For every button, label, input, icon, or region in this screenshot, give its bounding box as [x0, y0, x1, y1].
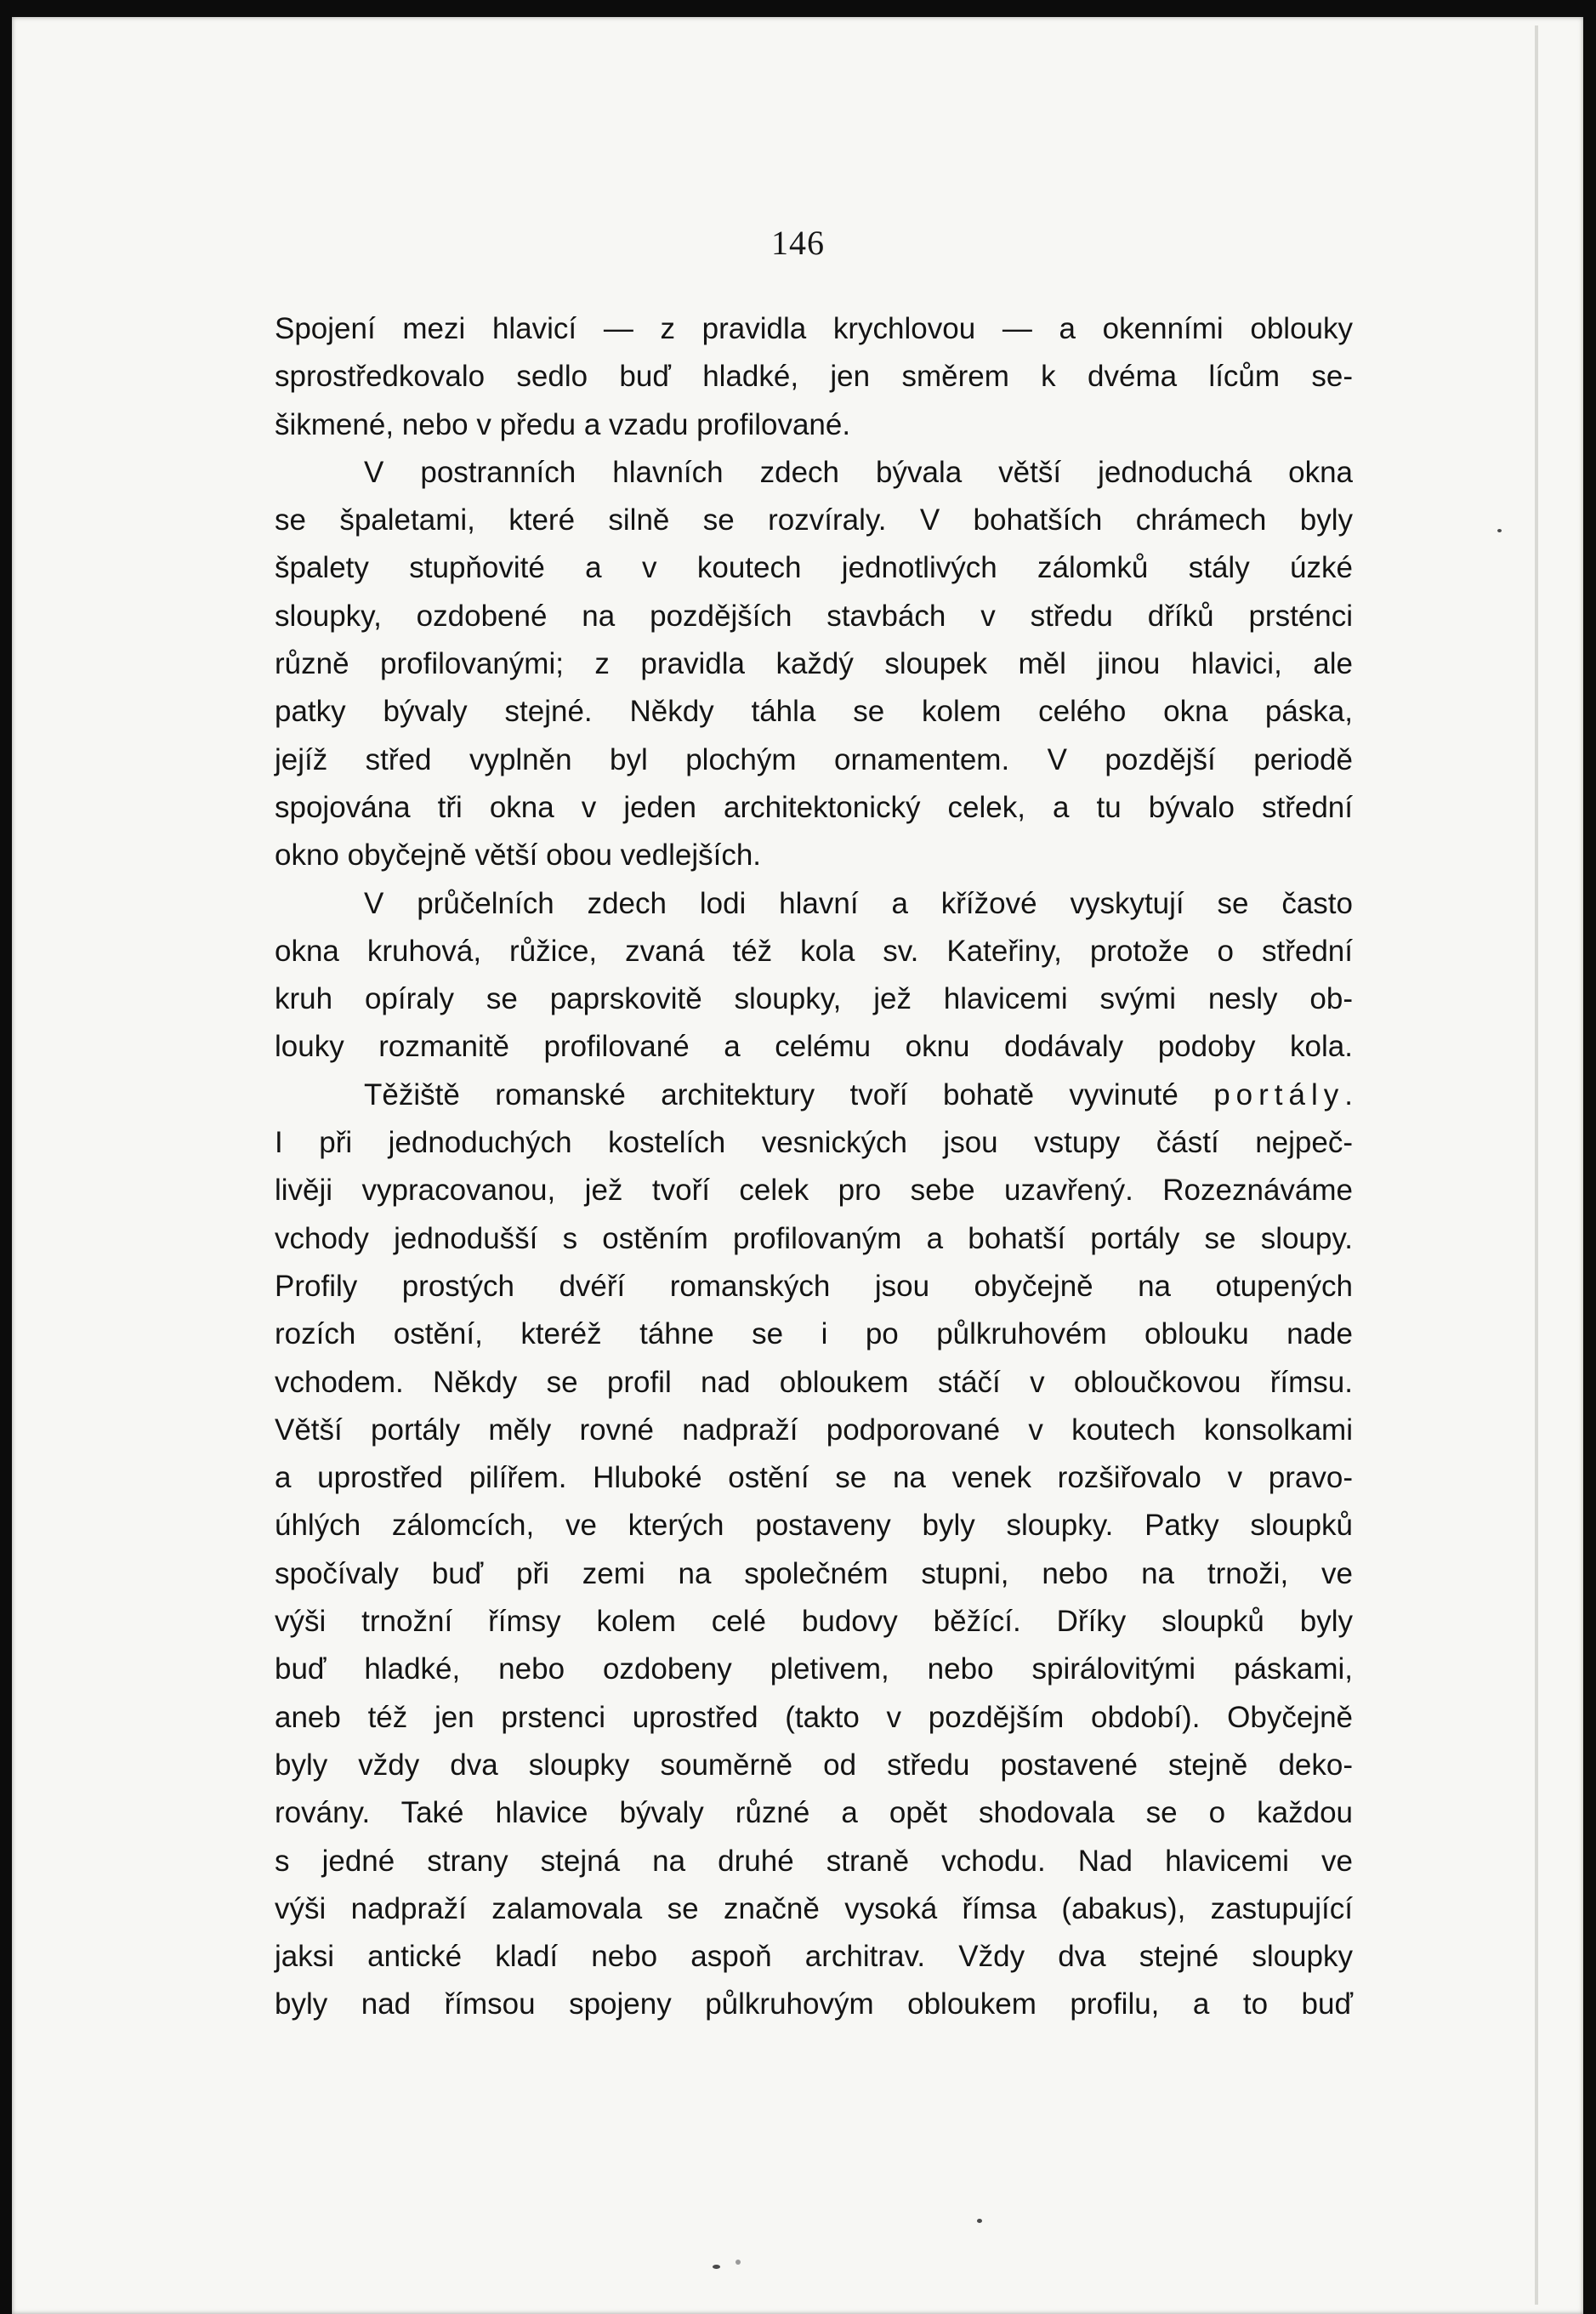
text-run: Těžiště romanské architektury tvoří bohatě vyvinuté: [364, 1077, 1214, 1112]
text-line: rozích ostění, kteréž táhne se i po půlkruhovém oblouku nade: [275, 1317, 1353, 1351]
text-line: výši nadpraží zalamovala se značně vysoká římsa (abakus), zastupující: [275, 1891, 1353, 1925]
spaced-term: portály: [1213, 1077, 1345, 1112]
text-line: louky rozmanitě profilované a celému oknu dodávaly podoby kola.: [275, 1030, 1353, 1064]
text-line: aneb též jen prstenci uprostřed (takto v pozdějším období). Obyčejně: [275, 1700, 1353, 1734]
text-line: buď hladké, nebo ozdobeny pletivem, nebo spirálovitými páskami,: [275, 1652, 1353, 1686]
scan-speck: [713, 2265, 720, 2269]
text-line: V postranních hlavních zdech bývala větší jednoduchá okna: [364, 455, 1353, 489]
text-line: livěji vypracovanou, jež tvoří celek pro sebe uzavřený. Rozeznáváme: [275, 1174, 1353, 1208]
text-line: špalety stupňovité a v koutech jednotlivých zálomků stály úzké: [275, 551, 1353, 585]
text-line: šikmené, nebo v předu a vzadu profilované.: [275, 407, 851, 441]
text-line: sloupky, ozdobené na pozdějších stavbách v středu dříků prsténci: [275, 599, 1353, 633]
text-line: výši trnožní římsy kolem celé budovy běžící. Dříky sloupků byly: [275, 1605, 1353, 1639]
text-line: vchodem. Někdy se profil nad obloukem stáčí v obloučkovou římsu.: [275, 1365, 1353, 1399]
text-line: spočívaly buď při zemi na společném stupni, nebo na trnoži, ve: [275, 1556, 1353, 1590]
text-run: .: [1344, 1077, 1353, 1112]
text-line: různě profilovanými; z pravidla každý sloupek měl jinou hlavici, ale: [275, 647, 1353, 681]
text-line: patky bývaly stejné. Někdy táhla se kolem celého okna páska,: [275, 695, 1353, 729]
text-line: jejíž střed vyplněn byl plochým ornamentem. V pozdější periodě: [275, 742, 1353, 776]
scan-speck: [1497, 529, 1502, 532]
text-line: sprostředkovalo sedlo buď hladké, jen směrem k dvéma lícům se-: [275, 360, 1353, 394]
scan-speck: [736, 2260, 741, 2265]
page-edge: [1535, 26, 1538, 2305]
text-line: byly vždy dva sloupky souměrně od středu postavené stejně deko-: [275, 1748, 1353, 1782]
text-line: úhlých zálomcích, ve kterých postaveny byly sloupky. Patky sloupků: [275, 1509, 1353, 1543]
text-line: I při jednoduchých kostelích vesnických jsou vstupy částí nejpeč-: [275, 1126, 1353, 1160]
body-text: [275, 305, 1353, 2029]
scan-speck: [977, 2219, 982, 2223]
text-line: Větší portály měly rovné nadpraží podporované v koutech konsolkami: [275, 1413, 1353, 1447]
text-line: rovány. Také hlavice bývaly různé a opět shodovala se o každou: [275, 1796, 1353, 1830]
text-line: Profily prostých dvéří romanských jsou obyčejně na otupených: [275, 1269, 1353, 1303]
text-line: V průčelních zdech lodi hlavní a křížové vyskytují se často: [364, 886, 1353, 920]
text-line: Spojení mezi hlavicí — z pravidla krychlovou — a okenními oblouky: [275, 312, 1353, 345]
text-line: s jedné strany stejná na druhé straně vchodu. Nad hlavicemi ve: [275, 1844, 1353, 1878]
text-line: se špaletami, které silně se rozvíraly. V bohatších chrámech byly: [275, 503, 1353, 537]
text-line: [275, 1072, 1353, 1119]
text-line: a uprostřed pilířem. Hluboké ostění se na venek rozšiřovalo v pravo-: [275, 1461, 1353, 1495]
text-line: okno obyčejně větší obou vedlejších.: [275, 839, 762, 873]
text-line: kruh opíraly se paprskovitě sloupky, jež hlavicemi svými nesly ob-: [275, 982, 1353, 1016]
text-line: okna kruhová, růžice, zvaná též kola sv. Kateřiny, protože o střední: [275, 934, 1353, 968]
text-line: vchody jednodušší s ostěním profilovaným a bohatší portály se sloupy.: [275, 1221, 1353, 1255]
text-line: spojována tři okna v jeden architektonický celek, a tu bývalo střední: [275, 790, 1353, 824]
page-number: 146: [771, 224, 825, 262]
text-line: byly nad římsou spojeny půlkruhovým obloukem profilu, a to buď: [275, 1987, 1353, 2021]
text-line: jaksi antické kladí nebo aspoň architrav. Vždy dva stejné sloupky: [275, 1940, 1353, 1974]
